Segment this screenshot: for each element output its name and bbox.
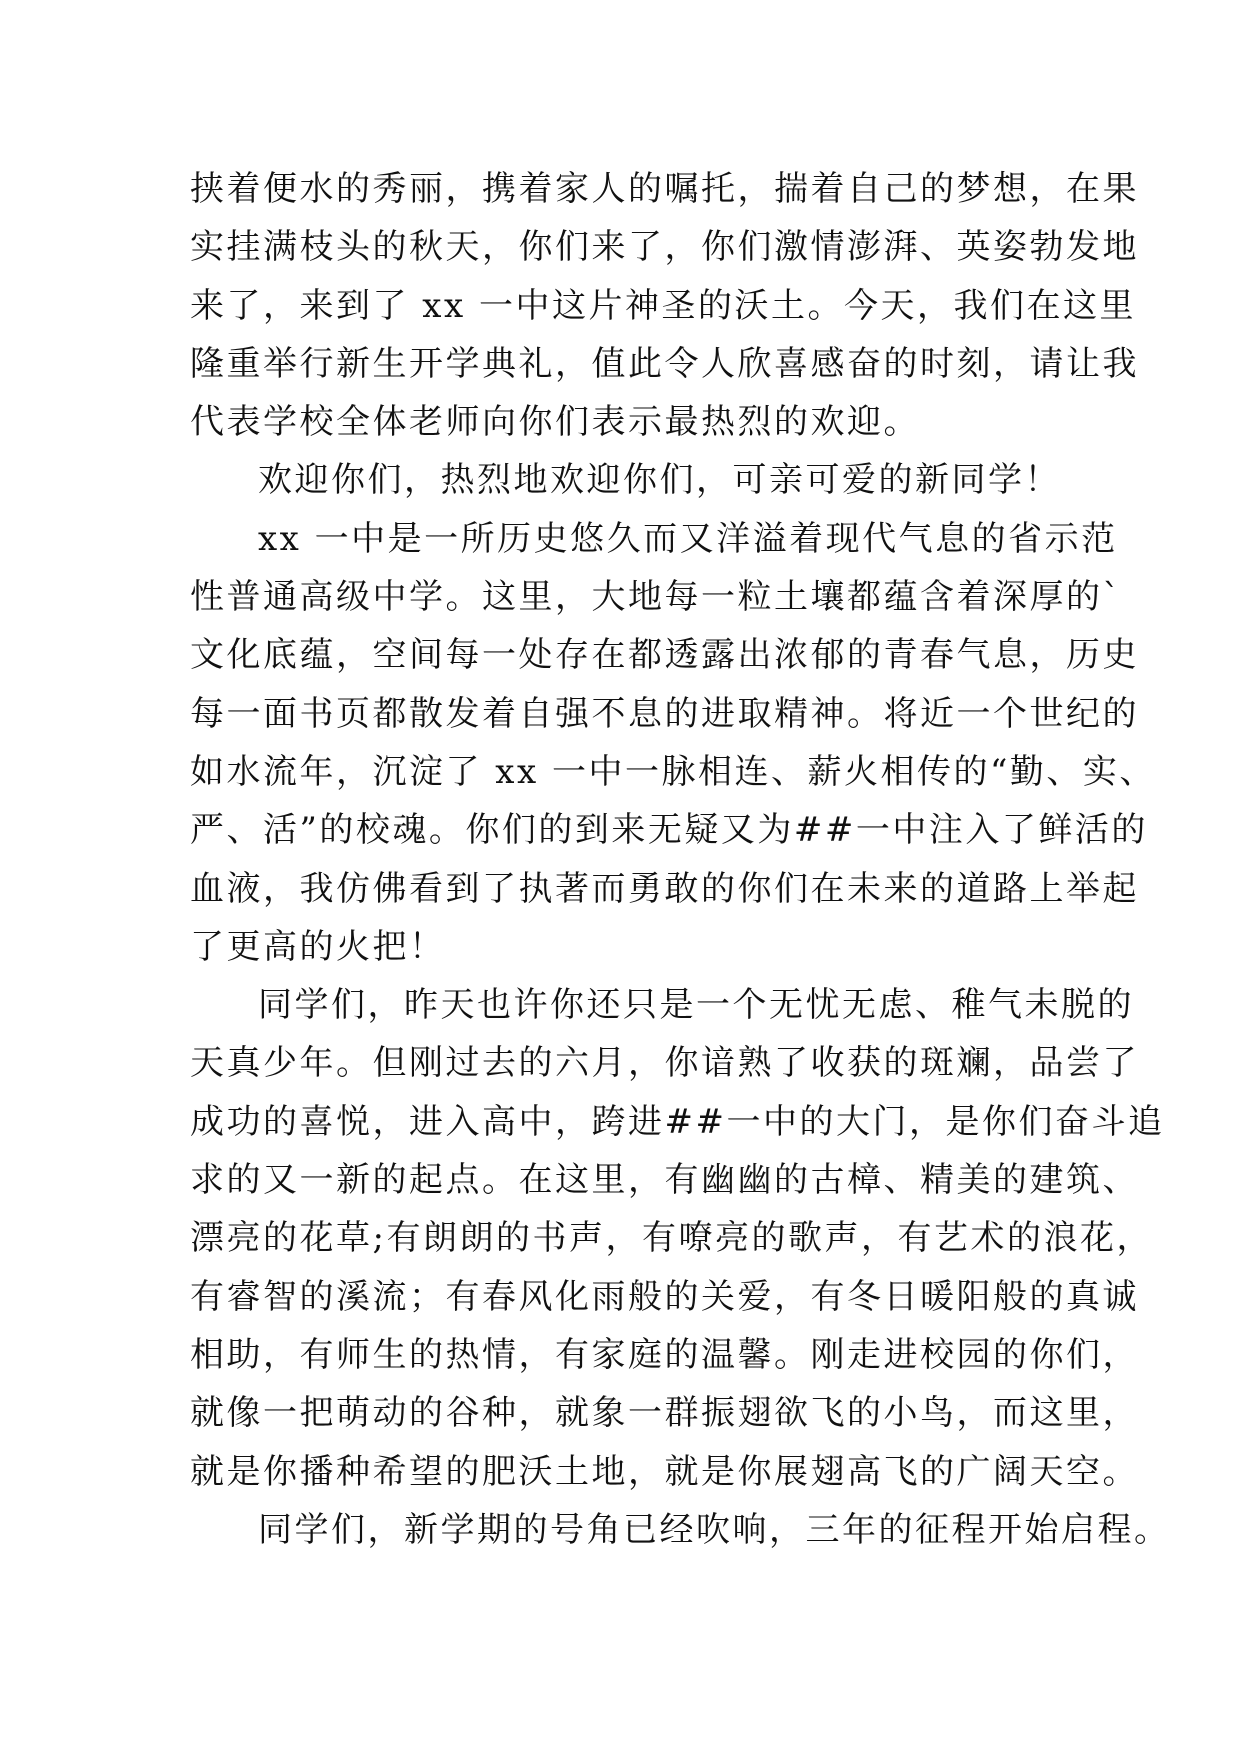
text-line: 如水流年，沉淀了 xx 一中一脉相连、薪火相传的“勤、实、 (190, 751, 1156, 792)
text-line: 欢迎你们，热烈地欢迎你们，可亲可爱的新同学！ (258, 460, 1061, 501)
text-line: 漂亮的花草;有朗朗的书声，有嘹亮的歌声，有艺术的浪花， (190, 1218, 1153, 1259)
text-line: 求的又一新的起点。在这里，有幽幽的古樟、精美的建筑、 (190, 1160, 1139, 1201)
text-line: 来了，来到了 xx 一中这片神圣的沃土。今天，我们在这里 (190, 285, 1136, 326)
text-line: 性普通高级中学。这里，大地每一粒土壤都蕴含着深厚的` (190, 577, 1122, 618)
text-line: 同学们，昨天也许你还只是一个无忧无虑、稚气未脱的 (258, 985, 1134, 1026)
text-line: 相助，有师生的热情，有家庭的温馨。刚走进校园的你们， (190, 1334, 1139, 1375)
text-line: 血液，我仿佛看到了执著而勇敢的你们在未来的道路上举起 (190, 868, 1139, 909)
document-body (190, 160, 1171, 1559)
text-line: 有睿智的溪流；有春风化雨般的关爱，有冬日暖阳般的真诚 (190, 1276, 1139, 1317)
text-line: 每一面书页都散发着自强不息的进取精神。将近一个世纪的 (190, 693, 1139, 734)
paragraph (190, 160, 1139, 451)
text-line: 就像一把萌动的谷种，就象一群振翅欲飞的小鸟，而这里， (190, 1393, 1139, 1434)
text-line: 天真少年。但刚过去的六月，你谙熟了收获的斑斓，品尝了 (190, 1043, 1139, 1084)
paragraph (190, 510, 1156, 976)
text-line: 隆重举行新生开学典礼，值此令人欣喜感奋的时刻，请让我 (190, 343, 1139, 384)
text-line: 挟着便水的秀丽，携着家人的嘱托，揣着自己的梦想，在果 (190, 169, 1139, 209)
text-line: 代表学校全体老师向你们表示最热烈的欢迎。 (190, 402, 920, 443)
text-line: 严、活”的校魂。你们的到来无疑又为##一中注入了鲜活的 (190, 810, 1148, 851)
paragraph (190, 976, 1165, 1501)
text-line: 成功的喜悦，进入高中，跨进##一中的大门，是你们奋斗追 (190, 1101, 1165, 1142)
text-line: 就是你播种希望的肥沃土地，就是你展翅高飞的广阔天空。 (190, 1451, 1139, 1492)
text-line: 了更高的火把！ (190, 926, 446, 967)
text-line: 实挂满枝头的秋天，你们来了，你们激情澎湃、英姿勃发地 (190, 227, 1139, 268)
paragraph (190, 451, 1070, 509)
text-line: xx 一中是一所历史悠久而又洋溢着现代气息的省示范 (258, 518, 1118, 559)
text-line: 同学们，新学期的号角已经吹响，三年的征程开始启程。 (258, 1509, 1171, 1550)
paragraph (190, 1501, 1171, 1559)
text-line: 文化底蕴，空间每一处存在都透露出浓郁的青春气息，历史 (190, 635, 1139, 676)
